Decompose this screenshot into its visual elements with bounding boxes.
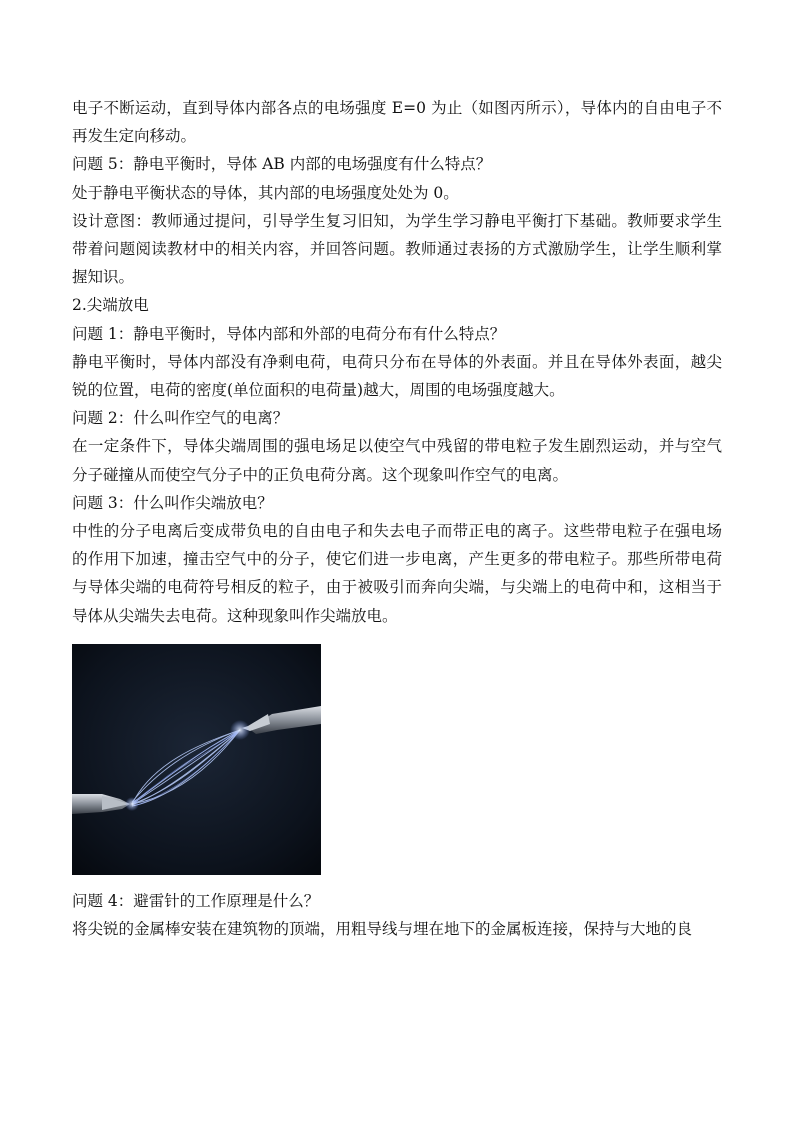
document-page [72,94,722,943]
paragraph: 将尖锐的金属棒安装在建筑物的顶端，用粗导线与埋在地下的金属板连接，保持与大地的良 [72,920,693,939]
point-discharge-photo [72,644,321,875]
question-heading: 问题 5：静电平衡时，导体 AB 内部的电场强度有什么特点？ [72,155,492,174]
paragraph: 在一定条件下，导体尖端周围的强电场足以使空气中残留的带电粒子发生剧烈运动，并与空气分子碰撞从而使空气分子中的正负电荷分离。这个现象叫作空气的电离。 [72,437,722,484]
paragraph: 静电平衡时，导体内部没有净剩电荷，电荷只分布在导体的外表面。并且在导体外表面，越尖锐的位置，电荷的密度(单位面积的电荷量)越大，周围的电场强度越大。 [72,352,722,400]
paragraph: 设计意图：教师通过提问，引导学生复习旧知，为学生学习静电平衡打下基础。教师要求学生带着问题阅读教材中的相关内容，并回答问题。教师通过表扬的方式激励学生，让学生顺利掌握知识。 [72,211,722,287]
question-heading: 问题 1：静电平衡时，导体内部和外部的电荷分布有什么特点？ [72,324,506,343]
question-heading: 问题 2：什么叫作空气的电离？ [72,409,289,428]
paragraph: 中性的分子电离后变成带负电的自由电子和失去电子而带正电的离子。这些带电粒子在强电场的作用下加速，撞击空气中的分子，使它们进一步电离，产生更多的带电粒子。那些所带电荷与导体尖端的电荷符号相反的粒子，由于被吸引而奔向尖端，与尖端上的电荷中和，这相当于导体从尖端失去电荷。这种现象叫作尖端放电。 [72,522,722,625]
section-heading: 2.尖端放电 [72,296,149,315]
point-discharge-illustration [72,644,321,875]
paragraph: 电子不断运动，直到导体内部各点的电场强度 E=0 为止（如图丙所示），导体内的自由电子不再发生定向移动。 [72,99,722,146]
question-heading: 问题 4：避雷针的工作原理是什么？ [72,891,320,910]
question-heading: 问题 3：什么叫作尖端放电？ [72,493,273,512]
paragraph: 处于静电平衡状态的导体，其内部的电场强度处处为 0。 [72,183,459,202]
